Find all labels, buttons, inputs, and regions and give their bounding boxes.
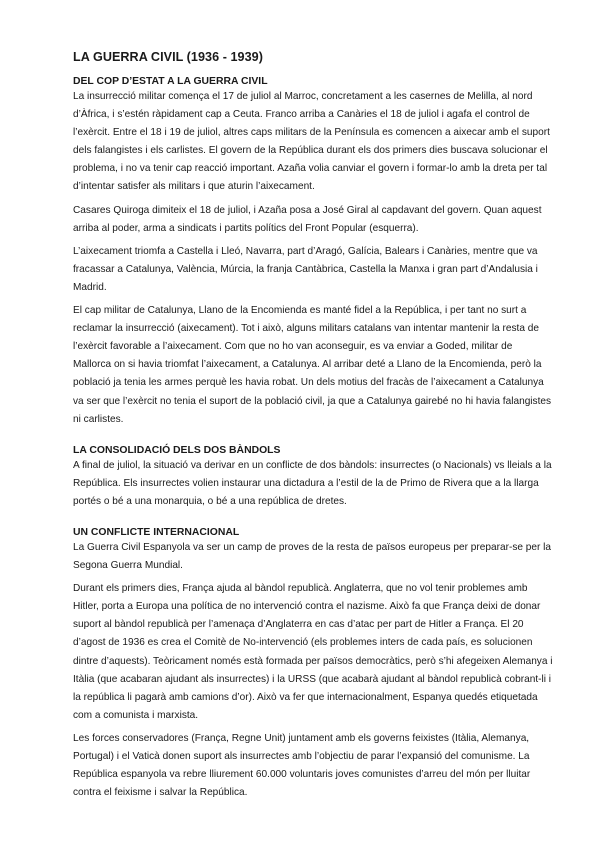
section-heading: UN CONFLICTE INTERNACIONAL	[73, 526, 240, 538]
paragraph: La Guerra Civil Espanyola va ser un camp de proves de la resta de països europeus per preparar-se per la Segona Guerra Mundial.	[73, 541, 552, 572]
page-title: LA GUERRA CIVIL (1936 - 1939)	[73, 50, 263, 64]
paragraph: L’aixecament triomfa a Castella i Lleó, Navarra, part d’Aragó, Galícia, Balears i Canàries, mentre que va fracassar a Catalunya, València, Múrcia, la franja Cantàbrica, Castella la Manxa i gran part d’Andalusia i Madrid.	[73, 245, 538, 293]
paragraph: Les forces conservadores (França, Regne Unit) juntament amb els governs feixistes (Itàlia, Alemanya, Portugal) i el Vaticà donen suport als insurrectes amb l’objectiu de parar l’expansió del comunisme. La República espanyola va rebre lliurement 60.000 voluntaris joves comunistes d’arreu del món per lluitar contra el feixisme i salvar la República.	[73, 732, 531, 799]
section-consolidacio	[73, 445, 553, 511]
paragraph: Durant els primers dies, França ajuda al bàndol republicà. Anglaterra, que no vol tenir problemes amb Hitler, porta a Europa una política de no intervenció contra el nazisme. Això fa que França deixi de donar suport al bàndol republicà per l’amenaça d’Anglaterra en cas d’atac per part de Hitler a França. El 20 d’agost de 1936 es crea el Comitè de No-intervenció (els problemes inters de cada país, es solucionen dintre d’aquests). Teòricament només està formada per països democràtics, però s’hi afegeixen Alemanya i Itàlia (que acabaran ajudant als insurrectes) i la URSS (que acabarà ajudant al bàndol republicà cobrant-li i la república li pagarà amb camions d’or). Això va fer que internacionalment, Espanya quedés etiquetada com a comunista i marxista.	[73, 583, 553, 721]
paragraph: A final de juliol, la situació va derivar en un conflicte de dos bàndols: insurrectes (o Nacionals) vs lleials a la República. Els insurrectes volien instaurar una dictadura a l’estil de la de Primo de Rivera que a la llarga portés o bé a una monarquia, o bé a una república de dretes.	[73, 459, 552, 507]
section-cop-estat	[73, 76, 553, 429]
paragraph: El cap militar de Catalunya, Llano de la Encomienda es manté fidel a la República, i per tant no surt a reclamar la insurrecció (aixecament). Tot i això, alguns militars catalans van intentar mantenir la resta de l’exèrcit favorable a l’aixecament. Com que no ho van aconseguir, es va enviar a Goded, militar de Mallorca on si havia triomfat l’aixecament, a Catalunya. Al arribar deté a Llano de la Encomienda, però la població ja tenia les armes perquè les havia robat. Un dels motius del fracàs de l’aixecament a Catalunya va ser que l’exèrcit no tenia el suport de la població civil, ja que a Catalunya gairebé no hi havia falangistes ni carlistes.	[73, 305, 552, 425]
document-content	[73, 50, 553, 807]
section-gap	[73, 516, 553, 527]
section-gap	[73, 434, 553, 445]
section-heading: LA CONSOLIDACIÓ DELS DOS BÀNDOLS	[73, 444, 281, 456]
paragraph: La insurrecció militar comença el 17 de juliol al Marroc, concretament a les casernes de Melilla, al nord d’Àfrica, i s’estén ràpidament cap a Ceuta. Franco arriba a Canàries el 18 de juliol i agafa el control de l’exèrcit. Entre el 18 i 19 de juliol, altres caps militars de la Península es comencen a aixecar amb el suport dels falangistes i els carlistes. El govern de la República durant els dos primers dies buscava solucionar el problema, i no va tenir cap reacció important. Azaña volia canviar el govern i formar-lo amb la dreta per tal d’intentar satisfer als militars i que aturin l’aixecament.	[73, 91, 550, 193]
paragraph: Casares Quiroga dimiteix el 18 de juliol, i Azaña posa a José Giral al capdavant del govern. Quan aquest arriba al poder, arma a sindicats i partits polítics del Front Popular (esquerra).	[73, 204, 542, 234]
section-heading: DEL COP D’ESTAT A LA GUERRA CIVIL	[73, 76, 268, 87]
section-conflicte-internacional	[73, 527, 553, 802]
